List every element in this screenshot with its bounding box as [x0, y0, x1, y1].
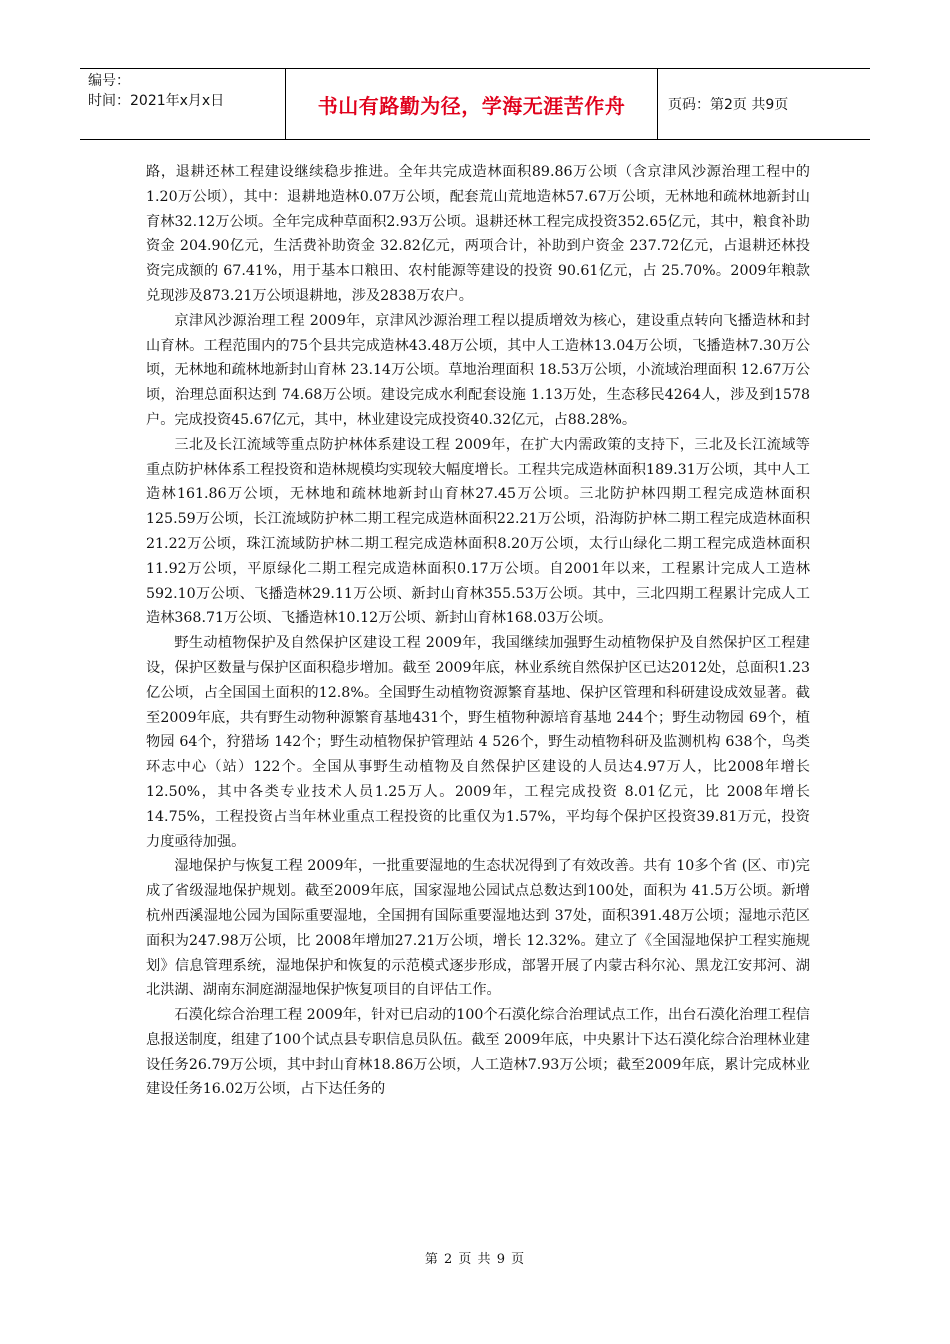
paragraph: 湿地保护与恢复工程 2009年，一批重要湿地的生态状况得到了有效改善。共有 10多个省 (区、市)完成了省级湿地保护规划。截至2009年底，国家湿地公园试点总数达到100处，面积为 41.5万公顷。新增杭州西溪湿地公园为国际重要湿地，全国拥有国际重要湿地达到 37处，面积391.48万公顷；湿地示范区面积为247.98万公顷，比 2008年增加27.21万公顷，增长 12.32%。建立了《全国湿地保护工程实施规划》信息管理系统，湿地保护和恢复的示范模式逐步形成，部署开展了内蒙古科尔沁、黑龙江安邦河、湖北洪湖、湖南东洞庭湖湿地保护恢复项目的自评估工作。 [146, 858, 810, 999]
header-motto: 书山有路勤为径，学海无涯苦作舟 [286, 69, 658, 139]
page-footer: 第 2 页 共 9 页 [424, 1252, 526, 1267]
header-page-label: 页码：第2页 共9页 [668, 97, 789, 113]
paragraph: 石漠化综合治理工程 2009年，针对已启动的100个石漠化综合治理试点工作，出台石漠化治理工程信息报送制度，组建了100个试点县专职信息员队伍。截至 2009年底，中央累计下达石漠化综合治理林业建设任务26.79万公顷，其中封山育林18.86万公顷，人工造林7.93万公顷；截至2009年底，累计完成林业建设任务16.02万公顷，占下达任务的 [146, 1007, 810, 1098]
paragraph: 路，退耕还林工程建设继续稳步推进。全年共完成造林面积89.86万公顷（含京津风沙源治理工程中的1.20万公顷），其中：退耕地造林0.07万公顷，配套荒山荒地造林57.67万公顷，无林地和疏林地新封山育林32.12万公顷。全年完成种草面积2.93万公顷。退耕还林工程完成投资352.65亿元，其中，粮食补助资金 204.90亿元，生活费补助资金 32.82亿元，两项合计，补助到户资金 237.72亿元，占退耕还林投资完成额的 67.41%，用于基本口粮田、农村能源等建设的投资 90.61亿元，占 25.70%。2009年粮款兑现涉及873.21万公顷退耕地，涉及2838万农户。 [146, 164, 810, 304]
header-meta [80, 69, 286, 139]
document-body [146, 160, 810, 1102]
paragraph: 京津风沙源治理工程 2009年，京津风沙源治理工程以提质增效为核心，建设重点转向飞播造林和封山育林。工程范围内的75个县共完成造林43.48万公顷，其中人工造林13.04万公顷，飞播造林7.30万公顷，无林地和疏林地新封山育林 23.14万公顷。草地治理面积 18.53万公顷，小流域治理面积 12.67万公顷，治理总面积达到 74.68万公顷。建设完成水利配套设施 1.13万处，生态移民4264人，涉及到1578户。完成投资45.67亿元，其中，林业建设完成投资40.32亿元，占88.28%。 [146, 312, 810, 428]
paragraph: 三北及长江流域等重点防护林体系建设工程 2009年，在扩大内需政策的支持下，三北及长江流域等重点防护林体系工程投资和造林规模均实现较大幅度增长。工程共完成造林面积189.31万公顷，其中人工造林161.86万公顷，无林地和疏林地新封山育林27.45万公顷。三北防护林四期工程完成造林面积 125.59万公顷，长江流域防护林二期工程完成造林面积22.21万公顷，沿海防护林二期工程完成造林面积21.22万公顷，珠江流域防护林二期工程完成造林面积8.20万公顷，太行山绿化二期工程完成造林面积11.92万公顷，平原绿化二期工程完成造林面积0.17万公顷。自2001年以来，工程累计完成人工造林 592.10万公顷、飞播造林29.11万公顷、新封山育林355.53万公顷。其中，三北四期工程累计完成人工造林368.71万公顷、飞播造林10.12万公顷、新封山育林168.03万公顷。 [146, 436, 810, 627]
paragraph: 野生动植物保护及自然保护区建设工程 2009年，我国继续加强野生动植物保护及自然保护区工程建设，保护区数量与保护区面积稳步增加。截至 2009年底，林业系统自然保护区已达2012处，总面积1.23亿公顷，占全国国土面积的12.8%。全国野生动植物资源繁育基地、保护区管理和科研建设成效显著。截至2009年底，共有野生动物种源繁育基地431个，野生植物种源培育基地 244个；野生动物园 69个，植物园 64个，狩猎场 142个；野生动植物保护管理站 4 526个，野生动植物科研及监测机构 638个，鸟类环志中心（站）122个。全国从事野生动植物及自然保护区建设的人员达4.97万人，比2008年增长12.50%，其中各类专业技术人员1.25万人。2009年，工程完成投资 8.01亿元，比 2008年增长14.75%，工程投资占当年林业重点工程投资的比重仅为1.57%，平均每个保护区投资39.81万元，投资力度亟待加强。 [146, 635, 810, 850]
number-label: 编号： [88, 73, 130, 89]
time-label: 时间：2021年x月x日 [88, 93, 225, 109]
page-header [80, 68, 870, 140]
